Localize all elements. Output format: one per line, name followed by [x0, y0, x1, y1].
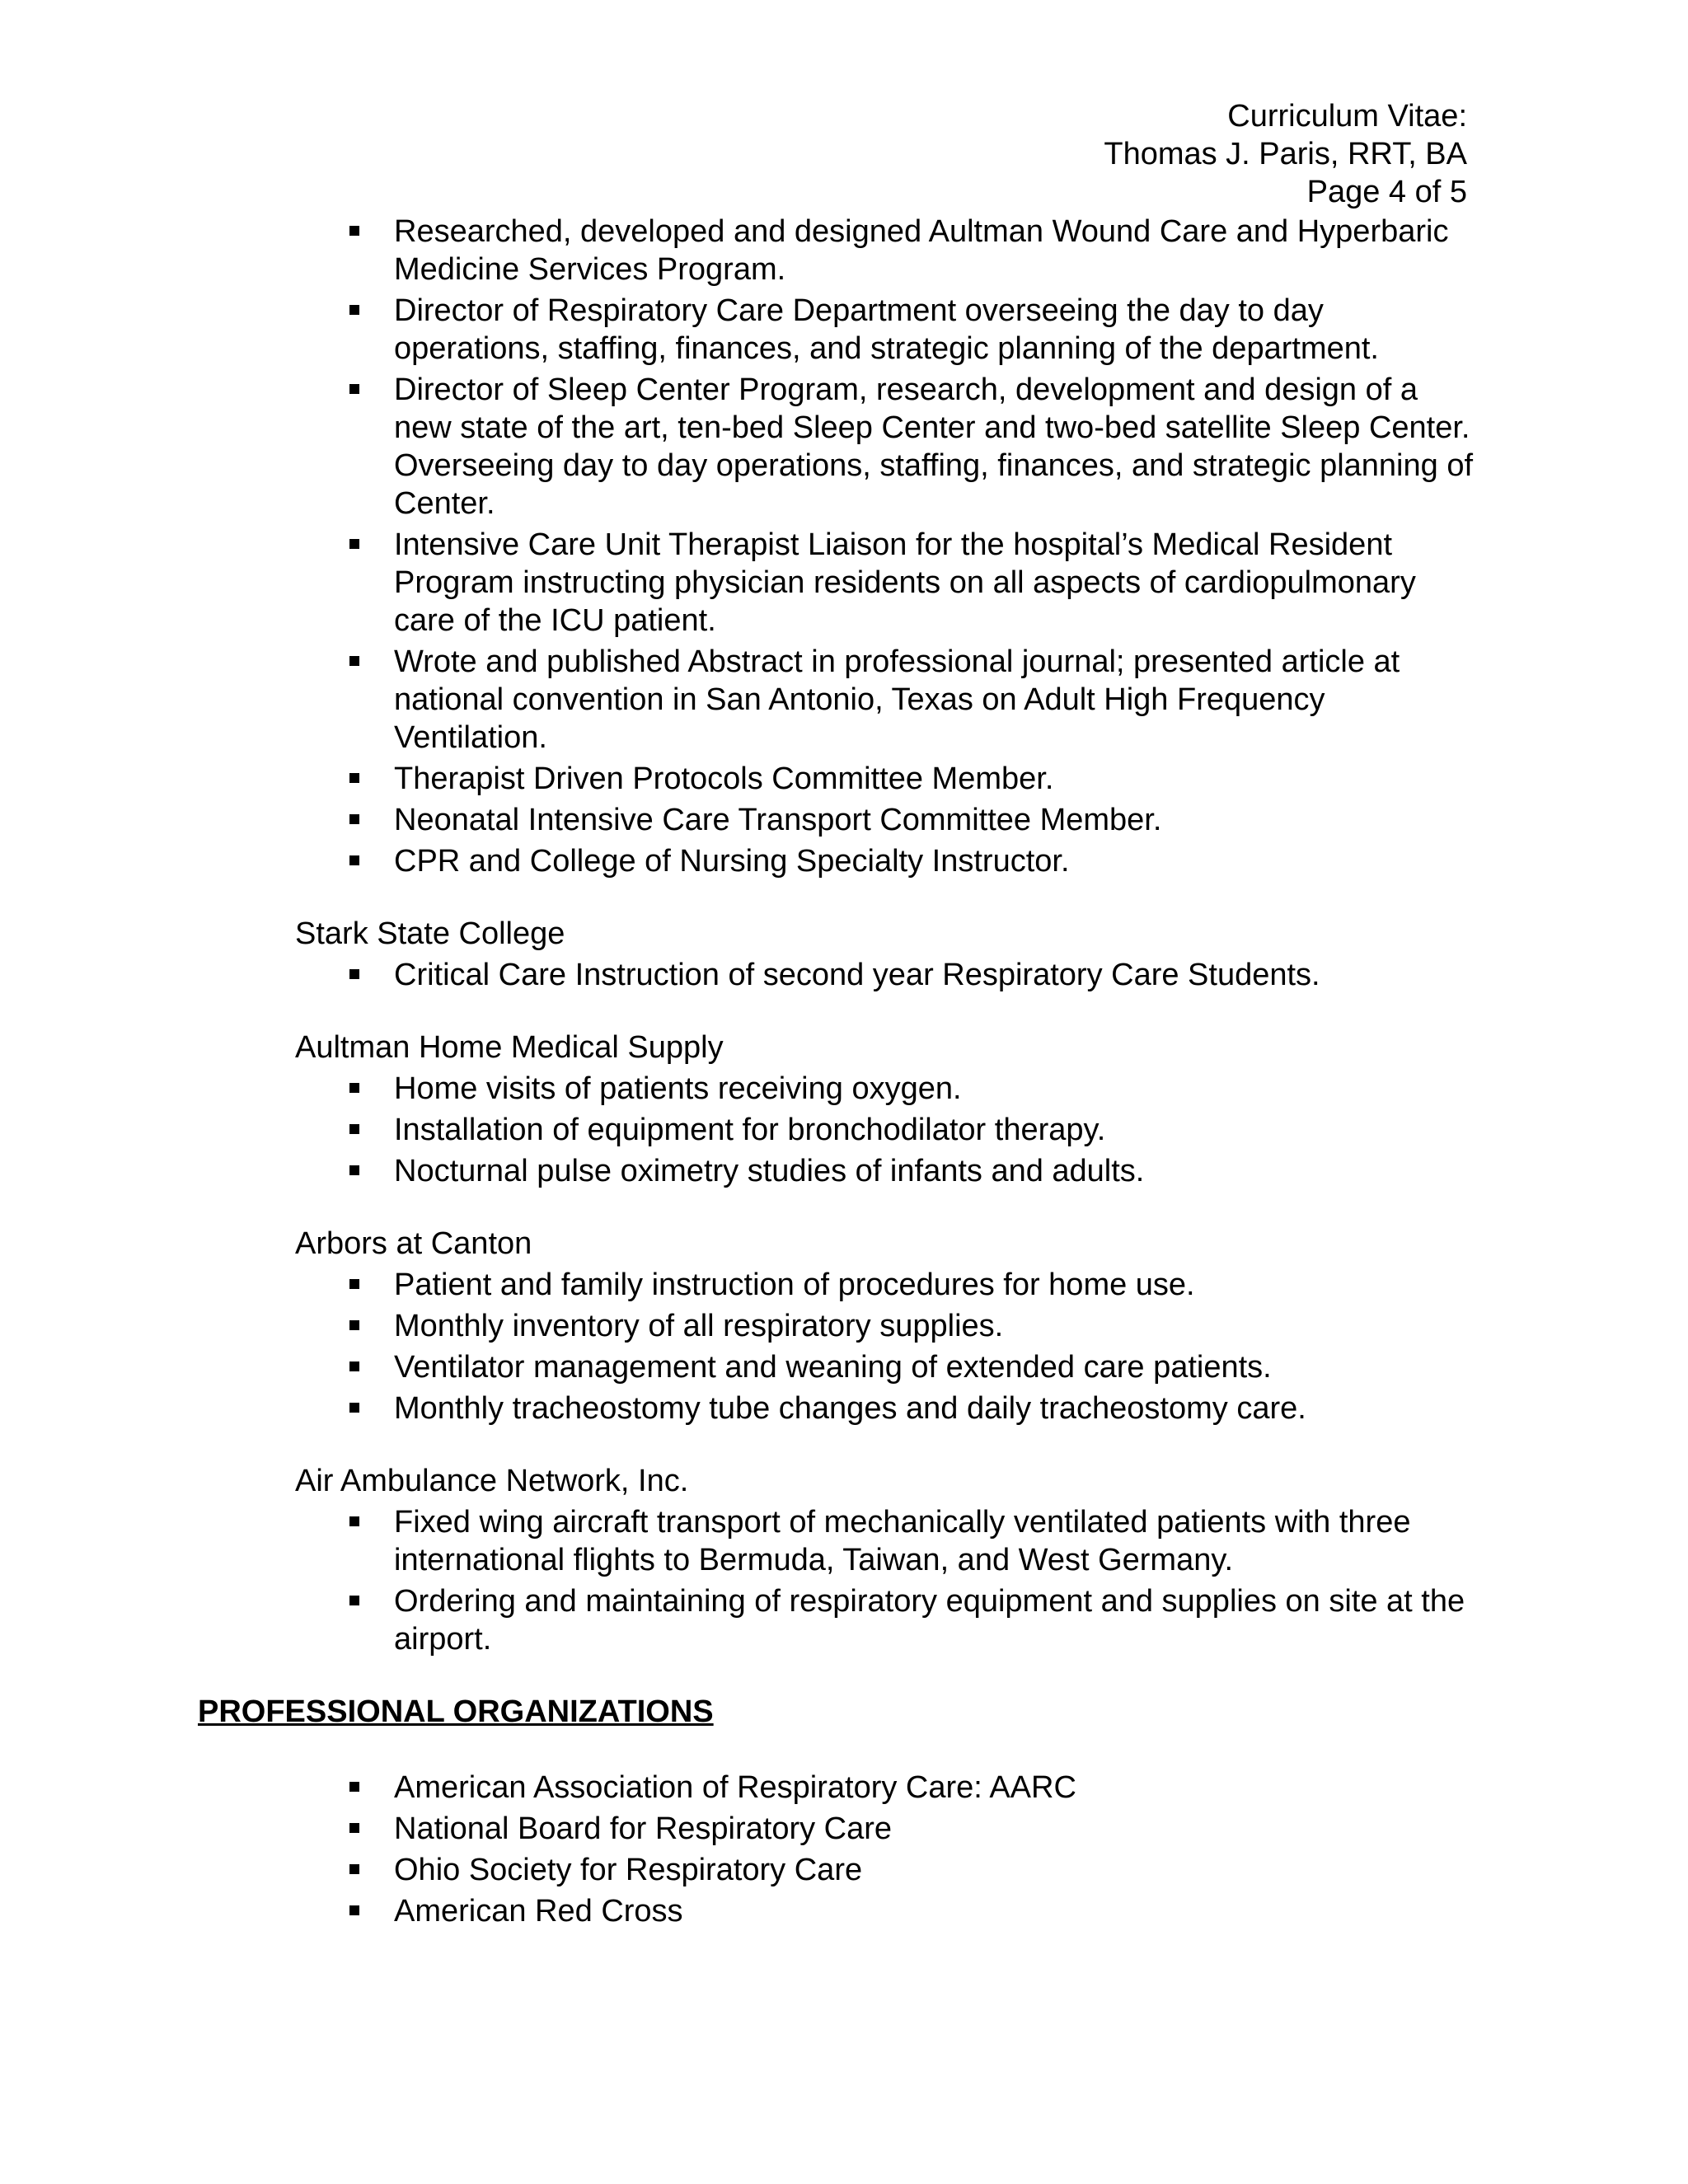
list-item: Intensive Care Unit Therapist Liaison for the hospital’s Medical Resident Program instructing physician residents on all aspects of cardiopulmonary care of the ICU patient. [394, 526, 1484, 640]
list-item: Director of Sleep Center Program, research, development and design of a new state of the art, ten-bed Sleep Center and two-bed satellite Sleep Center. Overseeing day to day operations, staffing, finances, and strategic planning of Center. [394, 371, 1484, 523]
air-ambulance-list [198, 1503, 1484, 1658]
list-item: Monthly tracheostomy tube changes and daily tracheostomy care. [394, 1390, 1484, 1427]
list-item: Installation of equipment for bronchodilator therapy. [394, 1111, 1484, 1149]
list-item: Researched, developed and designed Aultman Wound Care and Hyperbaric Medicine Services Program. [394, 213, 1484, 288]
section-heading-professional-organizations: PROFESSIONAL ORGANIZATIONS [198, 1694, 714, 1729]
header-page-number: Page 4 of 5 [1306, 175, 1467, 209]
list-item: Therapist Driven Protocols Committee Member. [394, 760, 1484, 798]
org-name-air-ambulance: Air Ambulance Network, Inc. [295, 1464, 689, 1498]
list-item: Nocturnal pulse oximetry studies of infants and adults. [394, 1152, 1484, 1190]
list-item: Ohio Society for Respiratory Care [394, 1851, 1484, 1889]
professional-organizations-list [198, 1769, 1484, 1930]
aultman-hospital-list [198, 213, 1484, 880]
org-name-stark-state: Stark State College [295, 916, 565, 951]
list-item: Neonatal Intensive Care Transport Committee Member. [394, 801, 1484, 839]
org-name-arbors: Arbors at Canton [295, 1226, 532, 1261]
list-item: Patient and family instruction of procedures for home use. [394, 1266, 1484, 1304]
list-item: Wrote and published Abstract in professional journal; presented article at national convention in San Antonio, Texas on Adult High Frequency Ventilation. [394, 643, 1484, 757]
org-name-aultman-home: Aultman Home Medical Supply [295, 1030, 724, 1065]
arbors-list [198, 1266, 1484, 1427]
list-item: CPR and College of Nursing Specialty Instructor. [394, 842, 1484, 880]
page-content [198, 213, 1484, 1933]
header-name: Thomas J. Paris, RRT, BA [1104, 137, 1467, 171]
header-title: Curriculum Vitae: [1227, 99, 1467, 134]
stark-state-list [198, 956, 1484, 994]
list-item: Home visits of patients receiving oxygen. [394, 1070, 1484, 1108]
page-header [1104, 97, 1467, 211]
list-item: American Red Cross [394, 1892, 1484, 1930]
list-item: Monthly inventory of all respiratory supplies. [394, 1307, 1484, 1345]
aultman-home-list [198, 1070, 1484, 1190]
list-item: National Board for Respiratory Care [394, 1810, 1484, 1848]
list-item: Ventilator management and weaning of extended care patients. [394, 1348, 1484, 1386]
list-item: American Association of Respiratory Care: AARC [394, 1769, 1484, 1807]
list-item: Ordering and maintaining of respiratory equipment and supplies on site at the airport. [394, 1582, 1484, 1658]
list-item: Critical Care Instruction of second year Respiratory Care Students. [394, 956, 1484, 994]
list-item: Director of Respiratory Care Department overseeing the day to day operations, staffing, finances, and strategic planning of the department. [394, 292, 1484, 368]
list-item: Fixed wing aircraft transport of mechanically ventilated patients with three international flights to Bermuda, Taiwan, and West Germany. [394, 1503, 1484, 1579]
